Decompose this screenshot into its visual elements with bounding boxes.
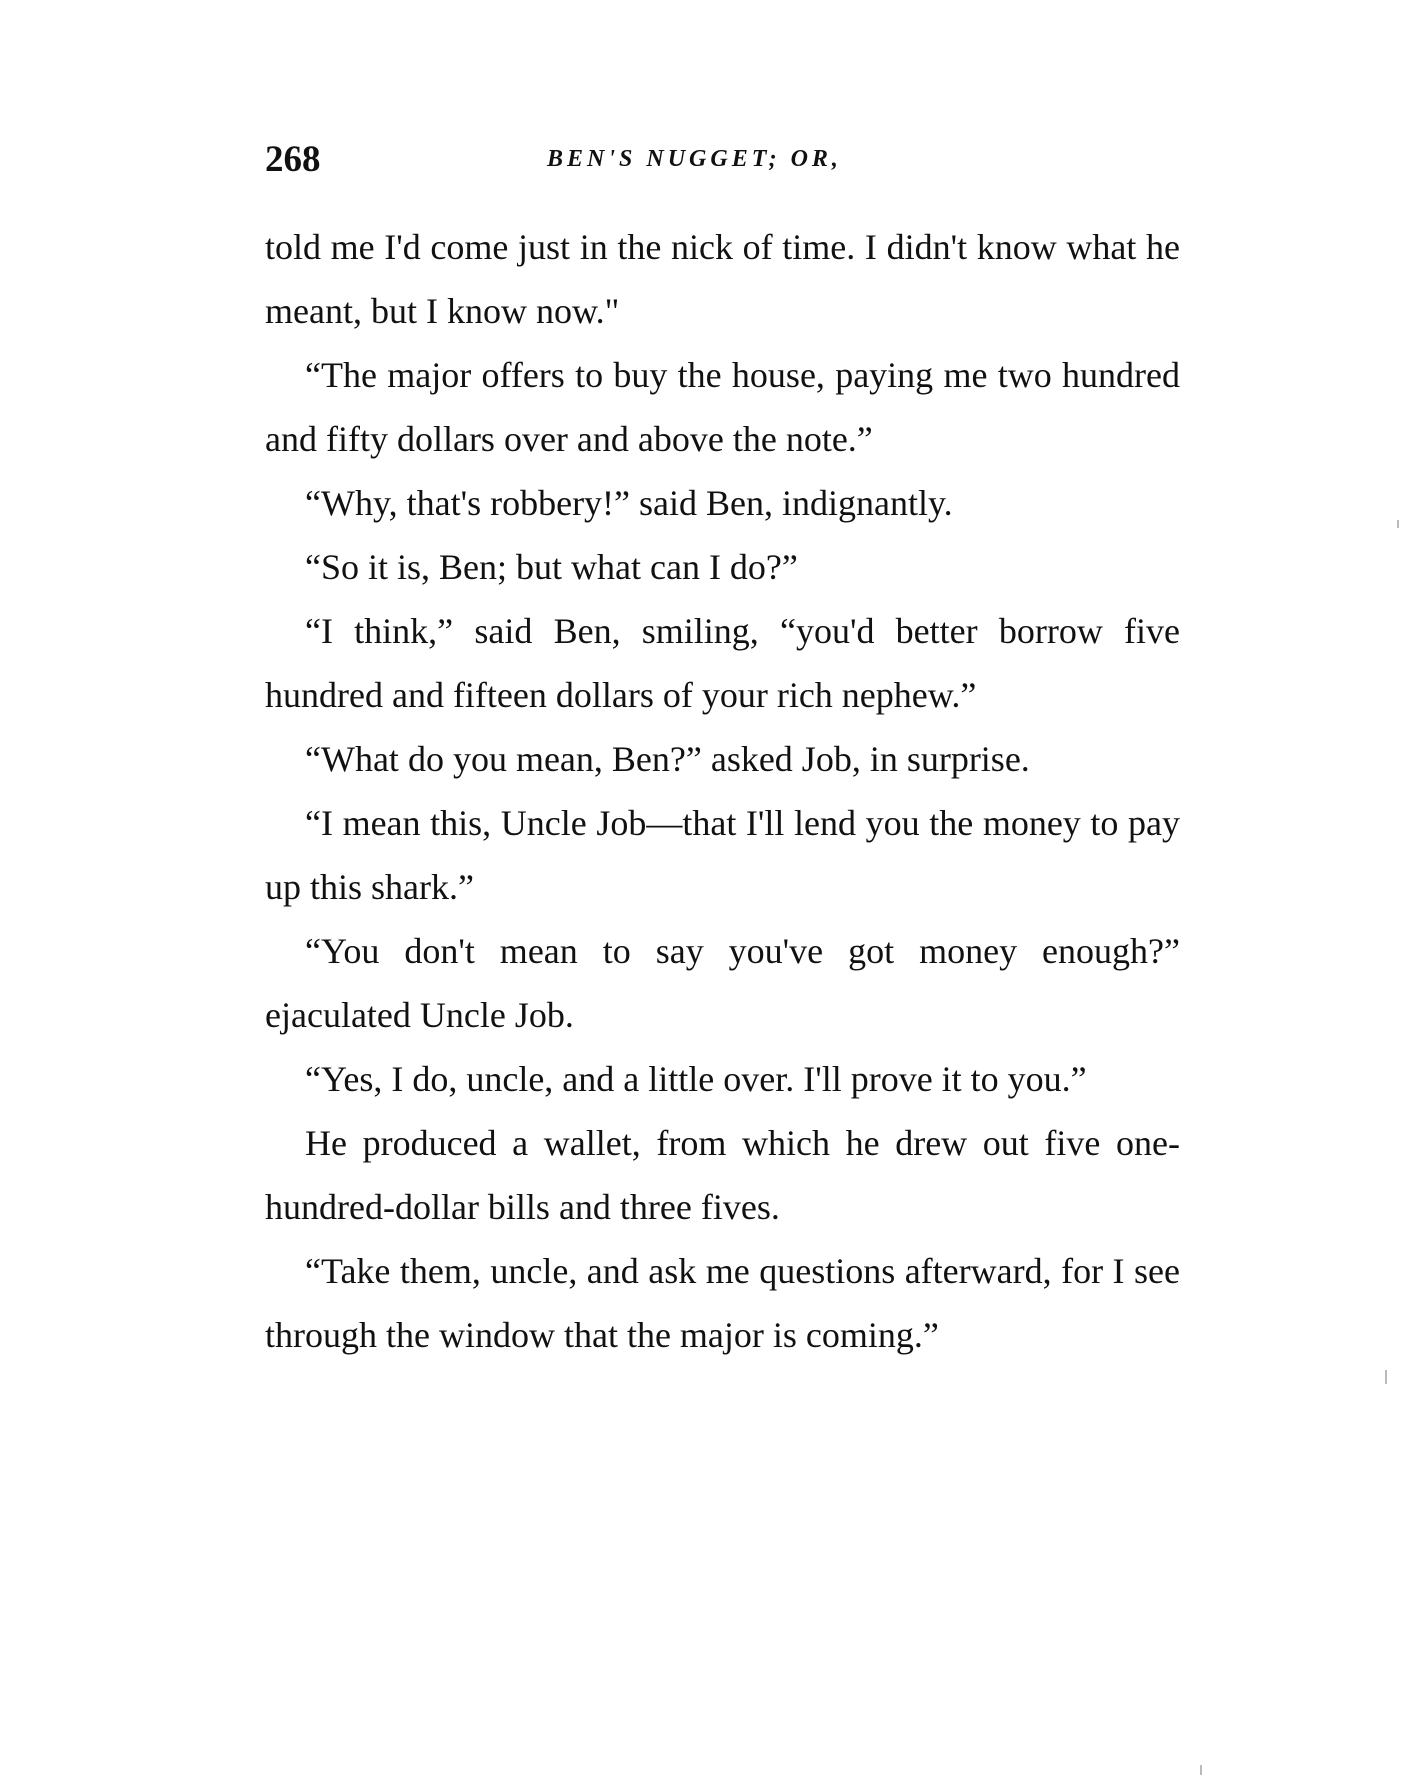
page-number: 268 <box>265 139 321 180</box>
page-header <box>265 138 1180 188</box>
scan-speck <box>1385 1370 1387 1384</box>
paragraph: “Take them, uncle, and ask me questions afterward, for I see through the window that the major is coming.” <box>265 1251 1180 1355</box>
paragraph: He produced a wallet, from which he drew out five one-hundred-dollar bills and three fives. <box>265 1123 1180 1227</box>
paragraph: “Why, that's robbery!” said Ben, indignantly. <box>305 483 953 523</box>
paragraph: “The major offers to buy the house, paying me two hundred and fifty dollars over and above the note.” <box>265 355 1180 459</box>
paragraph: “So it is, Ben; but what can I do?” <box>305 547 798 587</box>
body-text <box>265 215 1180 1367</box>
paragraph: “What do you mean, Ben?” asked Job, in surprise. <box>305 739 1030 779</box>
scan-speck <box>1397 520 1399 528</box>
paragraph: “I think,” said Ben, smiling, “you'd better borrow five hundred and fifteen dollars of your rich nephew.” <box>265 611 1180 715</box>
paragraph: told me I'd come just in the nick of time. I didn't know what he meant, but I know now." <box>265 227 1180 331</box>
running-title: BEN'S NUGGET; OR, <box>547 146 842 172</box>
paragraph: “You don't mean to say you've got money enough?” ejaculated Uncle Job. <box>265 931 1180 1035</box>
scan-speck <box>1200 1765 1202 1775</box>
paragraph: “I mean this, Uncle Job—that I'll lend you the money to pay up this shark.” <box>265 803 1180 907</box>
paragraph: “Yes, I do, uncle, and a little over. I'll prove it to you.” <box>305 1059 1087 1099</box>
